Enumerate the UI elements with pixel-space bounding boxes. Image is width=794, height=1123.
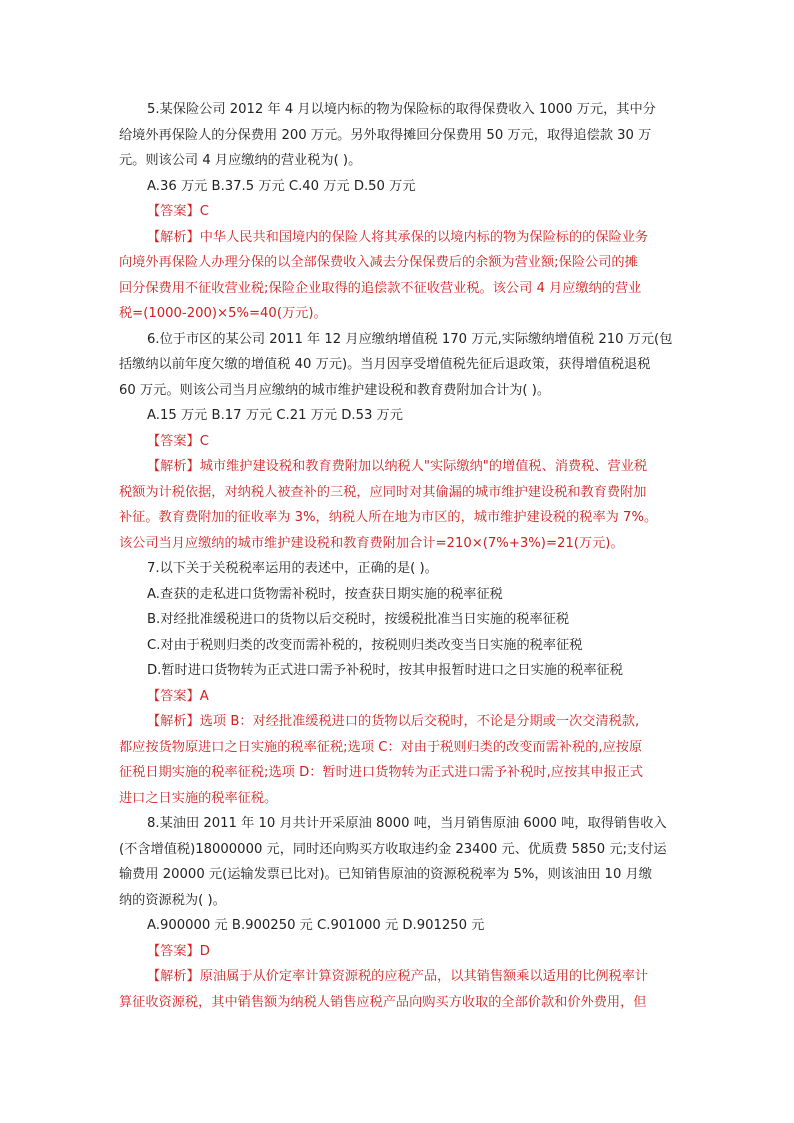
analysis-line: 都应按货物原进口之日实施的税率征税;选项 C：对由于税则归类的改变而需补税的,应按原 — [119, 739, 643, 755]
question-stem-line: 8.某油田 2011 年 10 月共计开采原油 8000 吨，当月销售原油 6000 吨，取得销售收入 — [147, 816, 667, 831]
question-option: A.查获的走私进口货物需补税时，按查获日期实施的税率征税 — [147, 586, 503, 602]
question-stem-line: 6.位于市区的某公司 2011 年 12 月应缴纳增值税 170 万元,实际缴纳增值税 210 万元(包 — [147, 331, 673, 347]
answer-label: 【答案】C — [147, 204, 209, 219]
answer-label: 【答案】D — [147, 943, 210, 959]
question-6 — [119, 327, 679, 557]
question-options: A.900000 元 B.900250 元 C.901000 元 D.901250 元 — [147, 918, 485, 933]
question-stem-line: 纳的资源税为( )。 — [119, 892, 226, 908]
analysis-line: 【解析】中华人民共和国境内的保险人将其承保的以境内标的物为保险标的的保险业务 — [147, 229, 649, 245]
question-stem-line: 元。则该公司 4 月应缴纳的营业税为( )。 — [119, 153, 362, 168]
analysis-line: 征税日期实施的税率征税;选项 D：暂时进口货物转为正式进口需予补税时,应按其申报正式 — [119, 765, 644, 780]
analysis-line: 该公司当月应缴纳的城市维护建设税和教育费附加合计=210×(7%+3%)=21(万元)。 — [119, 535, 624, 551]
analysis-line: 【解析】选项 B：对经批准缓税进口的货物以后交税时，不论是分期或一次交清税款, — [147, 714, 640, 729]
question-stem-line: 5.某保险公司 2012 年 4 月以境内标的物为保险标的取得保费收入 1000 万元，其中分 — [147, 102, 656, 117]
question-7 — [119, 556, 679, 811]
analysis-line: 【解析】城市维护建设税和教育费附加以纳税人"实际缴纳"的增值税、消费税、营业税 — [147, 459, 648, 474]
analysis-line: 回分保费用不征收营业税;保险企业取得的追偿款不征收营业税。该公司 4 月应缴纳的营业 — [119, 280, 642, 296]
analysis-line: 税=(1000-200)×5%=40(万元)。 — [119, 306, 327, 321]
answer-label: 【答案】A — [147, 688, 209, 704]
question-stem-line: 60 万元。则该公司当月应缴纳的城市维护建设税和教育费附加合计为( )。 — [119, 382, 551, 398]
answer-label: 【答案】C — [147, 433, 209, 449]
question-stem-line: 输费用 20000 元(运输发票已比对)。已知销售原油的资源税税率为 5%，则该油田 10 月缴 — [119, 867, 652, 882]
question-stem-line: 括缴纳以前年度欠缴的增值税 40 万元)。当月因享受增值税先征后退政策，获得增值税退税 — [119, 357, 651, 372]
question-stem-line: 给境外再保险人的分保费用 200 万元。另外取得摊回分保费用 50 万元，取得追偿款 30 万 — [119, 127, 652, 143]
analysis-line: 进口之日实施的税率征税。 — [119, 790, 278, 806]
analysis-line: 补征。教育费附加的征收率为 3%，纳税人所在地为市区的，城市维护建设税的税率为 7%。 — [119, 510, 658, 525]
question-options: A.36 万元 B.37.5 万元 C.40 万元 D.50 万元 — [147, 178, 416, 194]
document-page — [119, 97, 679, 1015]
question-8 — [119, 811, 679, 1015]
analysis-line: 算征收资源税，其中销售额为纳税人销售应税产品向购买方收取的全部价款和价外费用，但 — [119, 994, 647, 1010]
analysis-line: 【解析】原油属于从价定率计算资源税的应税产品，以其销售额乘以适用的比例税率计 — [147, 969, 649, 984]
question-options: A.15 万元 B.17 万元 C.21 万元 D.53 万元 — [147, 408, 403, 423]
analysis-line: 税额为计税依据，对纳税人被查补的三税，应同时对其偷漏的城市维护建设税和教育费附加 — [119, 484, 647, 500]
question-option: D.暂时进口货物转为正式进口需予补税时，按其申报暂时进口之日实施的税率征税 — [147, 663, 623, 678]
question-option: C.对由于税则归类的改变而需补税的，按税则归类改变当日实施的税率征税 — [147, 637, 583, 653]
question-stem-line: 7.以下关于关税税率运用的表述中，正确的是( )。 — [147, 561, 438, 576]
question-option: B.对经批准缓税进口的货物以后交税时，按缓税批准当日实施的税率征税 — [147, 612, 570, 627]
analysis-line: 向境外再保险人办理分保的以全部保费收入减去分保保费后的余额为营业额;保险公司的摊 — [119, 255, 638, 270]
question-stem-line: (不含增值税)18000000 元，同时还向购买方收取违约金 23400 元、优质费 5850 元;支付运 — [119, 841, 667, 857]
question-5 — [119, 97, 679, 327]
